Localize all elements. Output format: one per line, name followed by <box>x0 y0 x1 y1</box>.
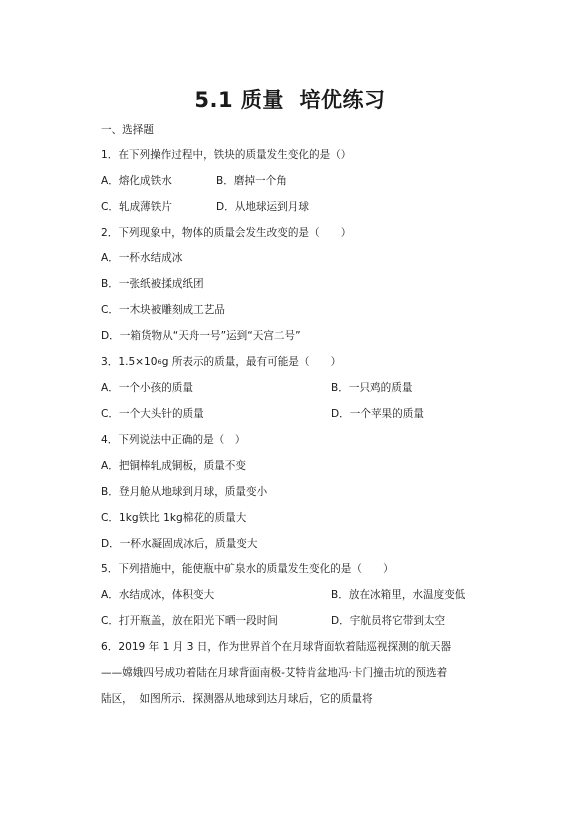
q3-option-b: B．一只鸡的质量 <box>331 382 413 394</box>
q3-stem-exponent: 6 <box>157 358 162 366</box>
q5-option-b: B．放在冰箱里，水温度变低 <box>331 589 466 601</box>
section-heading: 一、选择题 <box>101 124 154 136</box>
q4-option-a: A．把铜棒轧成铜板，质量不变 <box>101 460 246 472</box>
page-title: 5.1 质量 培优练习 <box>194 88 386 112</box>
q1-option-b: B．磨掉一个角 <box>216 175 287 187</box>
q2-option-d: D．一箱货物从“天舟一号”运到“天宫二号” <box>101 330 301 342</box>
q3-option-d: D．一个苹果的质量 <box>331 408 424 420</box>
q5-stem: 5．下列措施中，能使瓶中矿泉水的质量发生变化的是（ ） <box>101 563 394 575</box>
q2-option-c: C．一木块被雕刻成工艺品 <box>101 304 225 316</box>
q3-stem-suffix: g 所表示的质量，最有可能是（ ） <box>161 356 342 368</box>
q3-option-a: A．一个小孩的质量 <box>101 382 193 394</box>
q6-line-3: 陆区， 如图所示．探测器从地球到达月球后，它的质量将 <box>101 693 373 705</box>
q4-option-d: D．一杯水凝固成冰后，质量变大 <box>101 538 258 550</box>
q6-line-1: 6．2019 年 1 月 3 日，作为世界首个在月球背面软着陆巡视探测的航天器 <box>101 641 452 653</box>
q1-stem: 1．在下列操作过程中，铁块的质量发生变化的是（） <box>101 149 352 161</box>
q6-line-2: ——嫦娥四号成功着陆在月球背面南极-艾特肯盆地冯·卡门撞击坑的预选着 <box>101 667 448 679</box>
q2-option-b: B．一张纸被揉成纸团 <box>101 278 204 290</box>
q3-stem-prefix: 3．1.5×10 <box>101 356 158 368</box>
q4-stem: 4．下列说法中正确的是（ ） <box>101 434 246 446</box>
q5-option-d: D．宇航员将它带到太空 <box>331 615 446 627</box>
q5-option-c: C．打开瓶盖，放在阳光下晒一段时间 <box>101 615 278 627</box>
q4-option-b: B．登月舱从地球到月球，质量变小 <box>101 486 268 498</box>
q1-option-c: C．轧成薄铁片 <box>101 201 172 213</box>
q3-stem <box>101 356 341 369</box>
q3-option-c: C．一个大头针的质量 <box>101 408 204 420</box>
q2-stem: 2．下列现象中，物体的质量会发生改变的是（ ） <box>101 227 352 239</box>
q1-option-d: D．从地球运到月球 <box>216 201 309 213</box>
q5-option-a: A．水结成冰，体积变大 <box>101 589 215 601</box>
q2-option-a: A．一杯水结成冰 <box>101 252 183 264</box>
q1-option-a: A．熔化成铁水 <box>101 175 172 187</box>
q4-option-c: C．1kg铁比 1kg棉花的质量大 <box>101 512 247 524</box>
